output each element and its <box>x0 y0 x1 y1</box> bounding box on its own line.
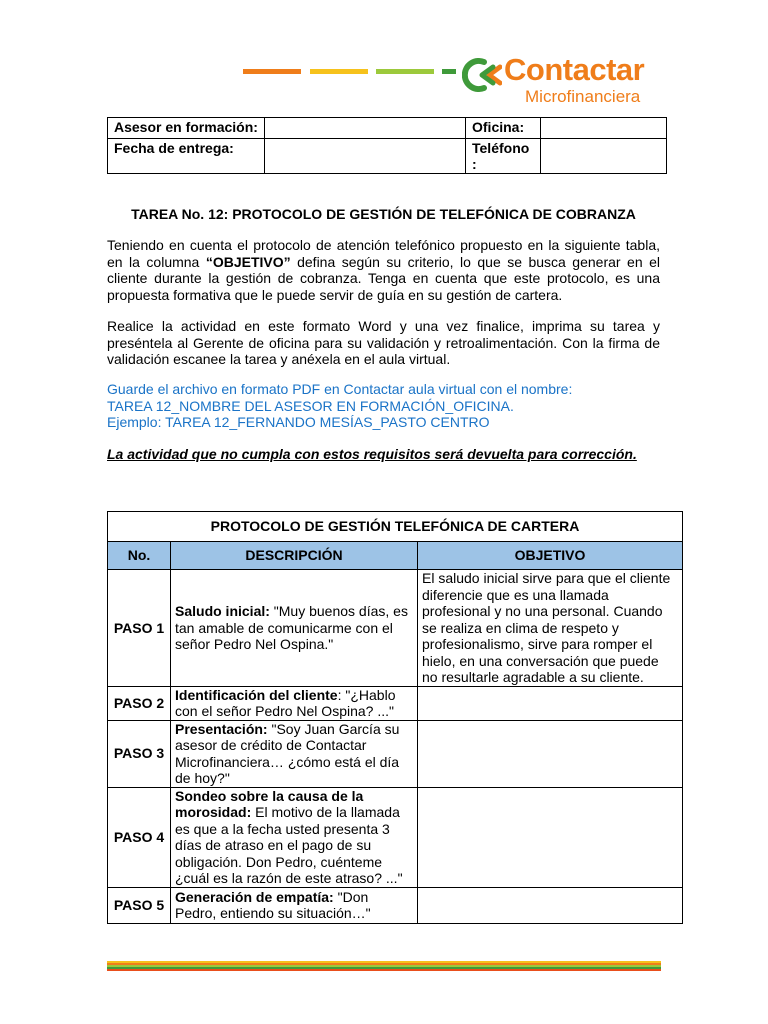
file-name-instructions <box>107 381 660 431</box>
header-dash-orange <box>243 69 301 74</box>
col-header-objetivo: OBJETIVO <box>418 542 683 570</box>
p1-text-b: defina según su criterio, lo que se busca generar en el cliente durante la gestión de cobranza. Tenga en cuenta que este protocolo, es una propuesta formativa que le puede servir de guía en su gestión de cartera. <box>107 253 660 303</box>
logo-name: Contactar <box>504 52 645 87</box>
table-row <box>108 686 683 720</box>
paso-description <box>171 887 418 923</box>
protocol-title: PROTOCOLO DE GESTIÓN TELEFÓNICA DE CARTERA <box>108 512 683 542</box>
paso-objetivo[interactable]: El saludo inicial sirve para que el cliente diferencie que es una llamada profesional y no una personal. Cuando se realiza en clima de respeto y profesionalismo, sirve para romper el hielo, en una conversación que puede no resultarle agradable a su cliente. <box>418 570 683 687</box>
blue-line-2: TAREA 12_NOMBRE DEL ASESOR EN FORMACIÓN_OFICINA. <box>107 397 514 414</box>
desc-text: "Soy Juan García su asesor de crédito de Contactar Microfinanciera… ¿cómo está el día de hoy?" <box>175 720 400 786</box>
paso-description <box>171 720 418 787</box>
col-header-no: No. <box>108 542 171 570</box>
table-row <box>108 720 683 787</box>
paso-label: PASO 3 <box>108 720 171 787</box>
fecha-label: Fecha de entrega: <box>108 139 265 174</box>
oficina-label: Oficina: <box>466 118 541 139</box>
paso-objetivo[interactable] <box>418 720 683 787</box>
desc-bold: Sondeo sobre la causa de la morosidad: <box>175 787 364 820</box>
col-header-descripcion: DESCRIPCIÓN <box>171 542 418 570</box>
desc-text: "Don Pedro, entiendo su situación…" <box>175 888 371 921</box>
contactar-logo-icon <box>462 58 502 92</box>
paso-objetivo[interactable] <box>418 887 683 923</box>
paso-label: PASO 1 <box>108 570 171 687</box>
warning-note: La actividad que no cumpla con estos requisitos será devuelta para corrección. <box>107 446 637 462</box>
desc-bold: Saludo inicial: <box>175 603 270 619</box>
paso-objetivo[interactable] <box>418 787 683 887</box>
header-dash-lightgreen <box>376 69 434 74</box>
table-row <box>108 887 683 923</box>
desc-bold: Identificación del cliente <box>175 686 338 703</box>
fecha-field[interactable] <box>265 139 466 174</box>
paso-label: PASO 5 <box>108 887 171 923</box>
table-row <box>108 787 683 887</box>
header-dash-green <box>442 69 456 74</box>
asesor-label: Asesor en formación: <box>108 118 265 139</box>
desc-bold: Generación de empatía: <box>175 888 334 905</box>
paso-label: PASO 2 <box>108 686 171 720</box>
oficina-field[interactable] <box>541 118 667 139</box>
telefono-label: Teléfono : <box>466 139 541 174</box>
desc-text: : "¿Hablo con el señor Pedro Nel Ospina? ..." <box>175 686 396 719</box>
paso-description <box>171 787 418 887</box>
p1-bold: “OBJETIVO” <box>205 253 291 270</box>
desc-bold: Presentación: <box>175 720 268 737</box>
paso-description <box>171 686 418 720</box>
asesor-field[interactable] <box>265 118 466 139</box>
info-table <box>107 117 667 174</box>
protocol-table <box>107 511 683 924</box>
instruction-paragraph-2: Realice la actividad en este formato Word y una vez finalice, imprima su tarea y preséntela al Gerente de oficina para su validación y retroalimentación. Con la firma de validación escanee la tarea y anéxela en el aula virtual. <box>107 318 660 367</box>
p1-text-a: Teniendo en cuenta el protocolo de atención telefónico propuesto en la siguiente tabla, en la columna <box>107 237 660 270</box>
instruction-paragraph-1 <box>107 237 660 303</box>
task-title: TAREA No. 12: PROTOCOLO DE GESTIÓN DE TELEFÓNICA DE COBRANZA <box>131 206 636 222</box>
paso-description <box>171 570 418 687</box>
header-dash-yellow <box>310 69 368 74</box>
blue-line-3: Ejemplo: TAREA 12_FERNANDO MESÍAS_PASTO CENTRO <box>107 414 490 430</box>
contactar-logo <box>462 52 662 108</box>
telefono-field[interactable] <box>541 139 667 174</box>
footer-stripe-5 <box>107 969 661 971</box>
desc-text: "Muy buenos días, es tan amable de comunicarme con el señor Pedro Nel Ospina." <box>175 603 408 652</box>
table-row <box>108 570 683 687</box>
desc-text: El motivo de la llamada es que a la fecha usted presenta 3 días de atraso en el pago de su obligación. Don Pedro, cuénteme ¿cuál es la razón de este atraso? ..." <box>175 804 403 886</box>
paso-objetivo[interactable] <box>418 686 683 720</box>
paso-label: PASO 4 <box>108 787 171 887</box>
blue-line-1: Guarde el archivo en formato PDF en Contactar aula virtual con el nombre: <box>107 381 573 397</box>
logo-subtitle: Microfinanciera <box>525 87 641 106</box>
